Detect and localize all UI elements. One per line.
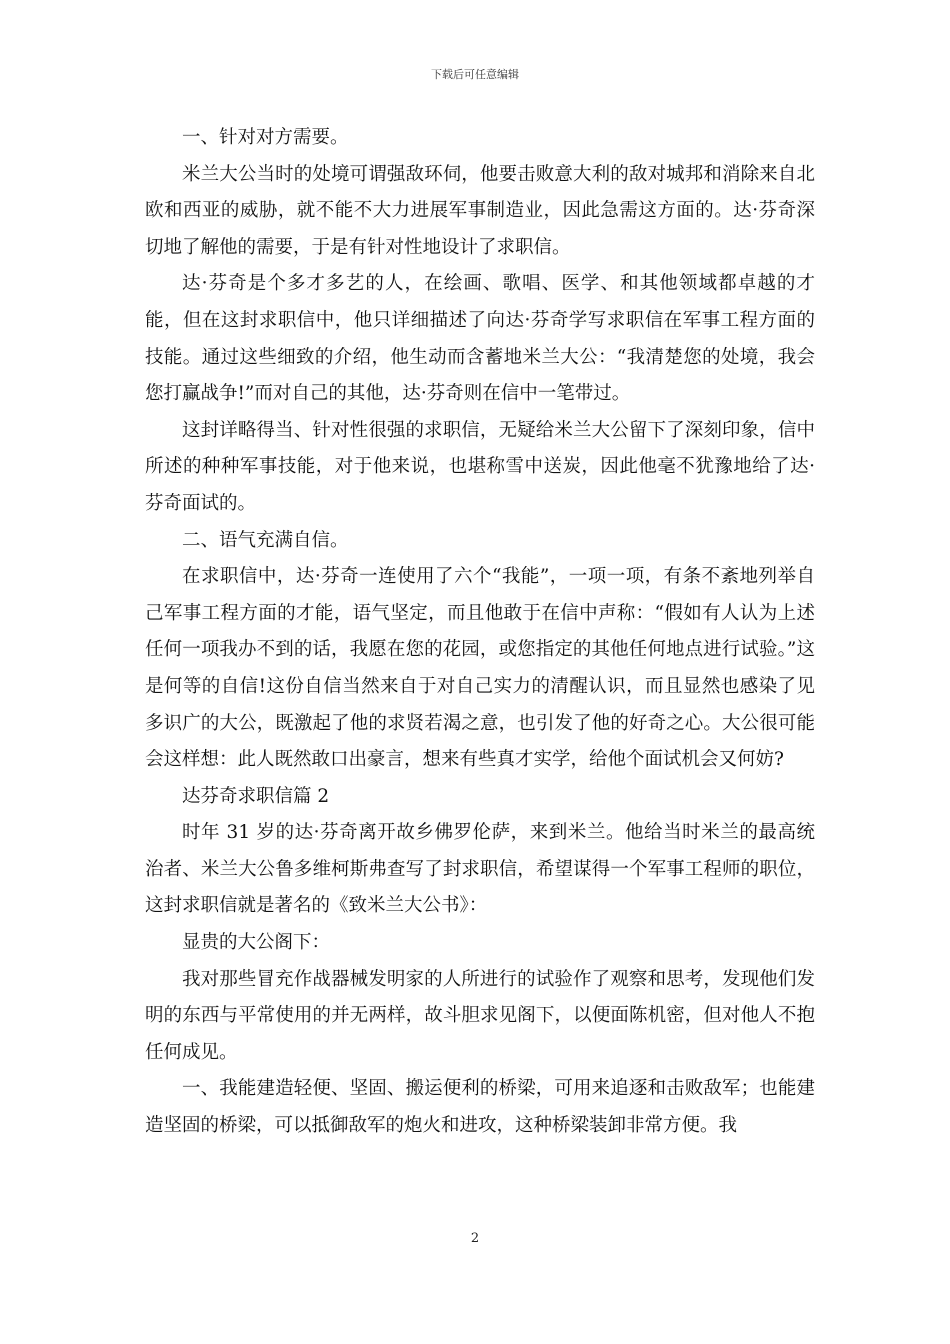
- paragraph: 在求职信中，达·芬奇一连使用了六个“我能”，一项一项，有条不紊地列举自己军事工程方面的才能，语气坚定，而且他敢于在信中声称：“假如有人认为上述任何一项我办不到的话，我愿在您的花园，或您指定的其他任何地点进行试验。”这是何等的自信!这份自信当然来自于对自己实力的清醒认识，而且显然也感染了见多识广的大公，既激起了他的求贤若渴之意，也引发了他的好奇之心。大公很可能会这样想：此人既然敢口出豪言，想来有些真才实学，给他个面试机会又何妨?: [145, 566, 815, 771]
- paragraph: 一、我能建造轻便、坚固、搬运便利的桥梁，可用来追逐和击败敌军；也能建造坚固的桥梁，可以抵御敌军的炮火和进攻，这种桥梁装卸非常方便。我: [145, 1078, 815, 1137]
- paragraph: 米兰大公当时的处境可谓强敌环伺，他要击败意大利的敌对城邦和消除来自北欧和西亚的威胁，就不能不大力进展军事制造业，因此急需这方面的。达·芬奇深切地了解他的需要，于是有针对性地设计了求职信。: [145, 163, 815, 258]
- paragraph: 我对那些冒充作战器械发明家的人所进行的试验作了观察和思考，发现他们发明的东西与平常使用的并无两样，故斗胆求见阁下，以便面陈机密，但对他人不抱任何成见。: [145, 968, 815, 1063]
- paragraph: 这封详略得当、针对性很强的求职信，无疑给米兰大公留下了深刻印象，信中所述的种种军事技能，对于他来说，也堪称雪中送炭，因此他毫不犹豫地给了达·芬奇面试的。: [145, 419, 815, 514]
- letter-salutation: 显贵的大公阁下：: [182, 932, 331, 954]
- paragraph: 一、针对对方需要。: [182, 127, 349, 148]
- paragraph: 达·芬奇是个多才多艺的人，在绘画、歌唱、医学、和其他领域都卓越的才能，但在这封求职信中，他只详细描述了向达·芬奇学写求职信在军事工程方面的技能。通过这些细致的介绍，他生动而含蓄地米兰大公：“我清楚您的处境，我会您打赢战争!”而对自己的其他，达·芬奇则在信中一笔带过。: [145, 273, 815, 405]
- paragraph: 二、语气充满自信。: [182, 529, 349, 551]
- page-header: 下载后可任意编辑: [431, 68, 519, 81]
- section-title: 达芬奇求职信篇 2: [182, 785, 330, 807]
- page-number: 2: [470, 1231, 480, 1246]
- paragraph: 时年 31 岁的达·芬奇离开故乡佛罗伦萨，来到米兰。他给当时米兰的最高统治者、米兰大公鲁多维柯斯弗查写了封求职信，希望谋得一个军事工程师的职位，这封求职信就是著名的《致米兰大公书》：: [145, 822, 815, 917]
- document-body: [145, 120, 815, 1145]
